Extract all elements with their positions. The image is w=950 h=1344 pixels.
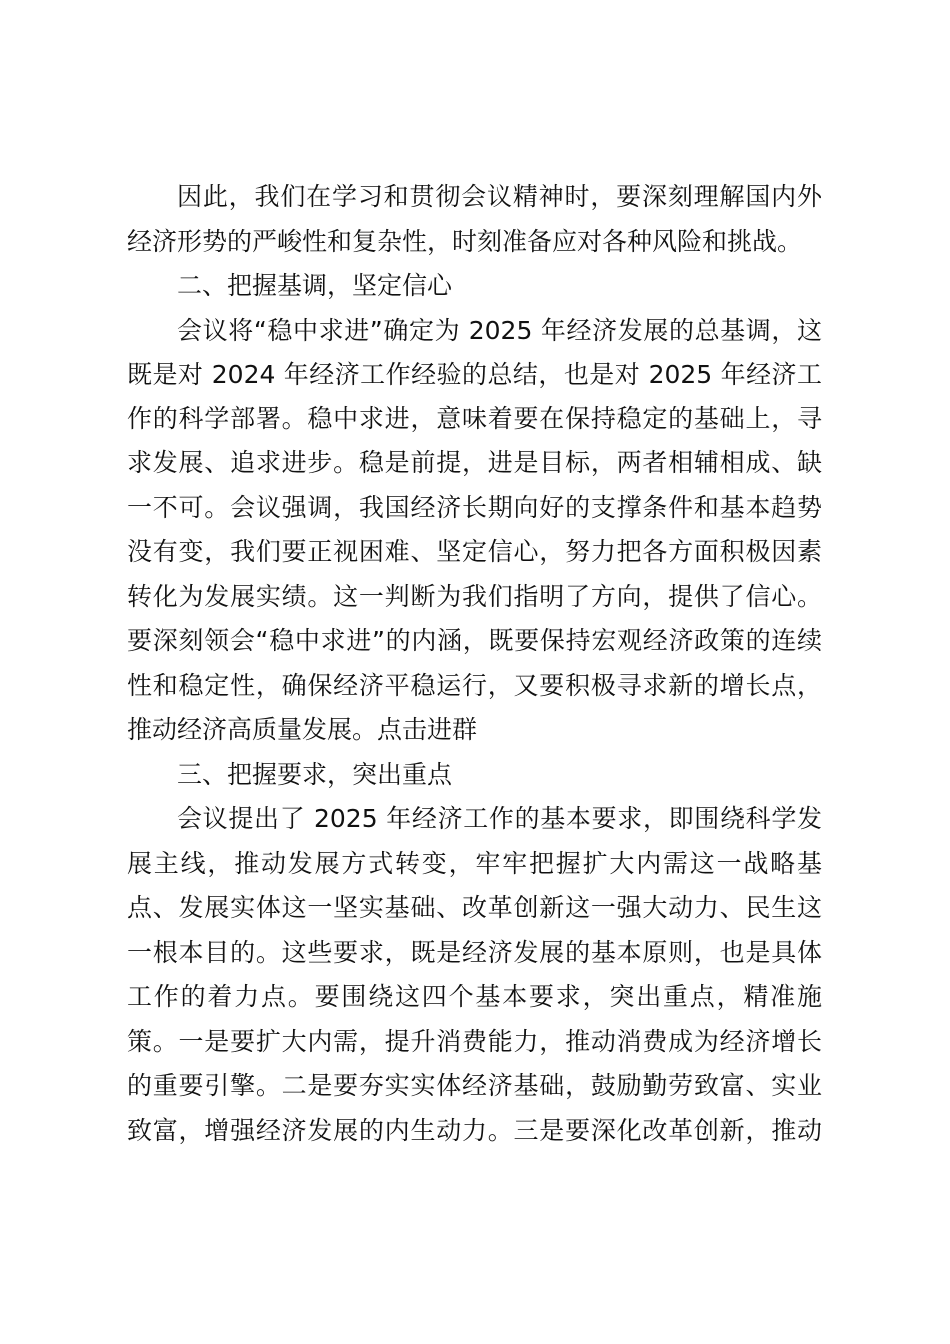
paragraph-line: 的重要引擎。二是要夯实实体经济基础，鼓励勤劳致富、实业 <box>127 1071 822 1100</box>
paragraph-line: 没有变，我们要正视困难、坚定信心，努力把各方面积极因素 <box>127 537 822 566</box>
paragraph-line: 一不可。会议强调，我国经济长期向好的支撑条件和基本趋势 <box>127 493 822 522</box>
paragraph-line: 性和稳定性，确保经济平稳运行，又要积极寻求新的增长点， <box>127 671 822 700</box>
paragraph-line: 转化为发展实绩。这一判断为我们指明了方向，提供了信心。 <box>127 582 822 611</box>
paragraph-line: 一根本目的。这些要求，既是经济发展的基本原则，也是具体 <box>127 938 822 967</box>
paragraph-line: 致富，增强经济发展的内生动力。三是要深化改革创新，推动 <box>127 1116 822 1145</box>
paragraph-line: 经济形势的严峻性和复杂性，时刻准备应对各种风险和挑战。 <box>127 227 803 256</box>
paragraph-line: 展主线，推动发展方式转变，牢牢把握扩大内需这一战略基 <box>127 849 822 878</box>
paragraph-line: 工作的着力点。要围绕这四个基本要求，突出重点，精准施 <box>127 982 822 1011</box>
section-heading: 二、把握基调，坚定信心 <box>177 271 453 300</box>
paragraph-line: 点、发展实体这一坚实基础、改革创新这一强大动力、民生这 <box>127 893 822 922</box>
paragraph-line: 求发展、追求进步。稳是前提，进是目标，两者相辅相成、缺 <box>127 448 822 477</box>
paragraph-line: 既是对 2024 年经济工作经验的总结，也是对 2025 年经济工 <box>127 360 822 389</box>
paragraph-line: 策。一是要扩大内需，提升消费能力，推动消费成为经济增长 <box>127 1027 822 1056</box>
section-heading: 三、把握要求，突出重点 <box>177 760 453 789</box>
paragraph-line: 会议将“稳中求进”确定为 2025 年经济发展的总基调，这 <box>177 316 822 345</box>
paragraph-line: 推动经济高质量发展。点击进群 <box>127 715 478 744</box>
paragraph-line: 因此，我们在学习和贯彻会议精神时，要深刻理解国内外 <box>177 182 822 211</box>
paragraph-line: 会议提出了 2025 年经济工作的基本要求，即围绕科学发 <box>177 804 822 833</box>
paragraph-line: 作的科学部署。稳中求进，意味着要在保持稳定的基础上，寻 <box>127 404 822 433</box>
paragraph-line: 要深刻领会“稳中求进”的内涵，既要保持宏观经济政策的连续 <box>127 626 822 655</box>
